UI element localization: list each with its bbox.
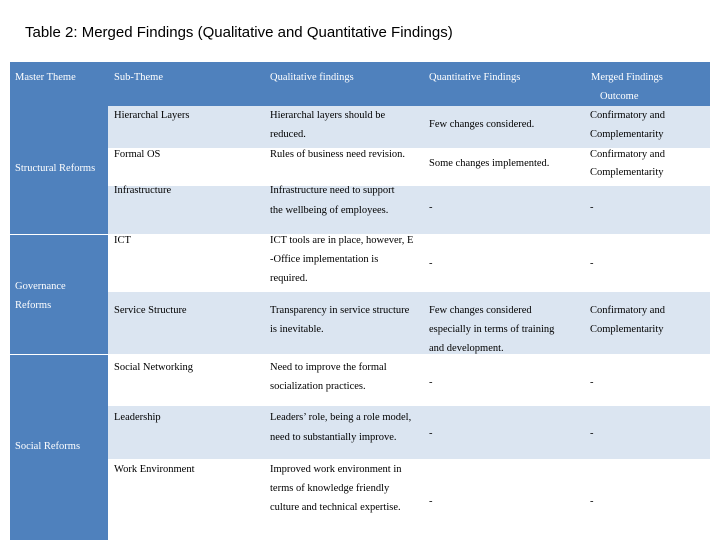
header-sub-theme: Sub-Theme xyxy=(114,72,163,83)
qualitative-cell: ICT tools are in place, however, E xyxy=(270,235,414,246)
qualitative-cell: Hierarchal layers should be xyxy=(270,110,386,121)
qualitative-cell: Rules of business need revision. xyxy=(270,149,406,160)
merged-cell: - xyxy=(590,428,594,439)
merged-cell: Complementarity xyxy=(590,324,664,335)
master-theme-governance xyxy=(10,235,108,354)
master-theme-social xyxy=(10,355,108,540)
header-master-theme: Master Theme xyxy=(15,72,76,83)
merged-cell: Confirmatory and xyxy=(590,149,665,160)
table-row xyxy=(108,148,710,186)
quantitative-cell: and development. xyxy=(429,343,504,354)
table-row xyxy=(108,235,710,291)
master-theme-structural xyxy=(10,106,108,234)
quantitative-cell: - xyxy=(429,202,433,213)
qualitative-cell: Leaders’ role, being a role model, xyxy=(270,412,412,423)
table-title: Table 2: Merged Findings (Qualitative and Quantitative Findings) xyxy=(25,24,453,41)
qualitative-cell: socialization practices. xyxy=(270,381,366,392)
table-row xyxy=(108,355,710,405)
merged-cell: Complementarity xyxy=(590,129,664,140)
sub-theme-cell: Leadership xyxy=(114,412,161,423)
merged-findings-table xyxy=(10,62,710,540)
master-theme-label: Structural Reforms xyxy=(15,163,96,174)
sub-theme-cell: Service Structure xyxy=(114,305,187,316)
qualitative-cell: required. xyxy=(270,273,308,284)
qualitative-cell: culture and technical expertise. xyxy=(270,502,401,513)
header-quantitative: Quantitative Findings xyxy=(429,72,521,83)
qualitative-cell: the wellbeing of employees. xyxy=(270,205,389,216)
quantitative-cell: - xyxy=(429,496,433,507)
merged-cell: - xyxy=(590,258,594,269)
qualitative-cell: Infrastructure need to support xyxy=(270,185,395,196)
qualitative-cell: terms of knowledge friendly xyxy=(270,483,390,494)
table-header-row xyxy=(10,62,710,106)
merged-cell: - xyxy=(590,202,594,213)
merged-cell: - xyxy=(590,377,594,388)
quantitative-cell: Few changes considered xyxy=(429,305,532,316)
table-row xyxy=(108,186,710,234)
table-row xyxy=(108,292,710,354)
sub-theme-cell: Hierarchal Layers xyxy=(114,110,190,121)
master-theme-label: Reforms xyxy=(15,300,52,311)
quantitative-cell: - xyxy=(429,258,433,269)
master-theme-label: Governance xyxy=(15,281,66,292)
qualitative-cell: Improved work environment in xyxy=(270,464,402,475)
qualitative-cell: -Office implementation is xyxy=(270,254,379,265)
quantitative-cell: Few changes considered. xyxy=(429,119,535,130)
qualitative-cell: Need to improve the formal xyxy=(270,362,387,373)
merged-cell: Complementarity xyxy=(590,167,664,178)
merged-cell: - xyxy=(590,496,594,507)
sub-theme-cell: ICT xyxy=(114,235,131,246)
sub-theme-cell: Formal OS xyxy=(114,149,161,160)
qualitative-cell: reduced. xyxy=(270,129,306,140)
quantitative-cell: - xyxy=(429,428,433,439)
qualitative-cell: is inevitable. xyxy=(270,324,324,335)
qualitative-cell: need to substantially improve. xyxy=(270,432,397,443)
quantitative-cell: Some changes implemented. xyxy=(429,158,550,169)
table-row xyxy=(108,406,710,459)
quantitative-cell: especially in terms of training xyxy=(429,324,555,335)
merged-cell: Confirmatory and xyxy=(590,110,665,121)
sub-theme-cell: Infrastructure xyxy=(114,185,172,196)
qualitative-cell: Transparency in service structure xyxy=(270,305,410,316)
master-theme-label: Social Reforms xyxy=(15,441,81,452)
header-merged-line2: Outcome xyxy=(600,91,639,102)
quantitative-cell: - xyxy=(429,377,433,388)
header-merged-line1: Merged Findings xyxy=(591,72,663,83)
sub-theme-cell: Social Networking xyxy=(114,362,194,373)
table-row xyxy=(108,460,710,540)
merged-cell: Confirmatory and xyxy=(590,305,665,316)
sub-theme-cell: Work Environment xyxy=(114,464,195,475)
header-qualitative: Qualitative findings xyxy=(270,72,354,83)
table-row xyxy=(108,106,710,148)
